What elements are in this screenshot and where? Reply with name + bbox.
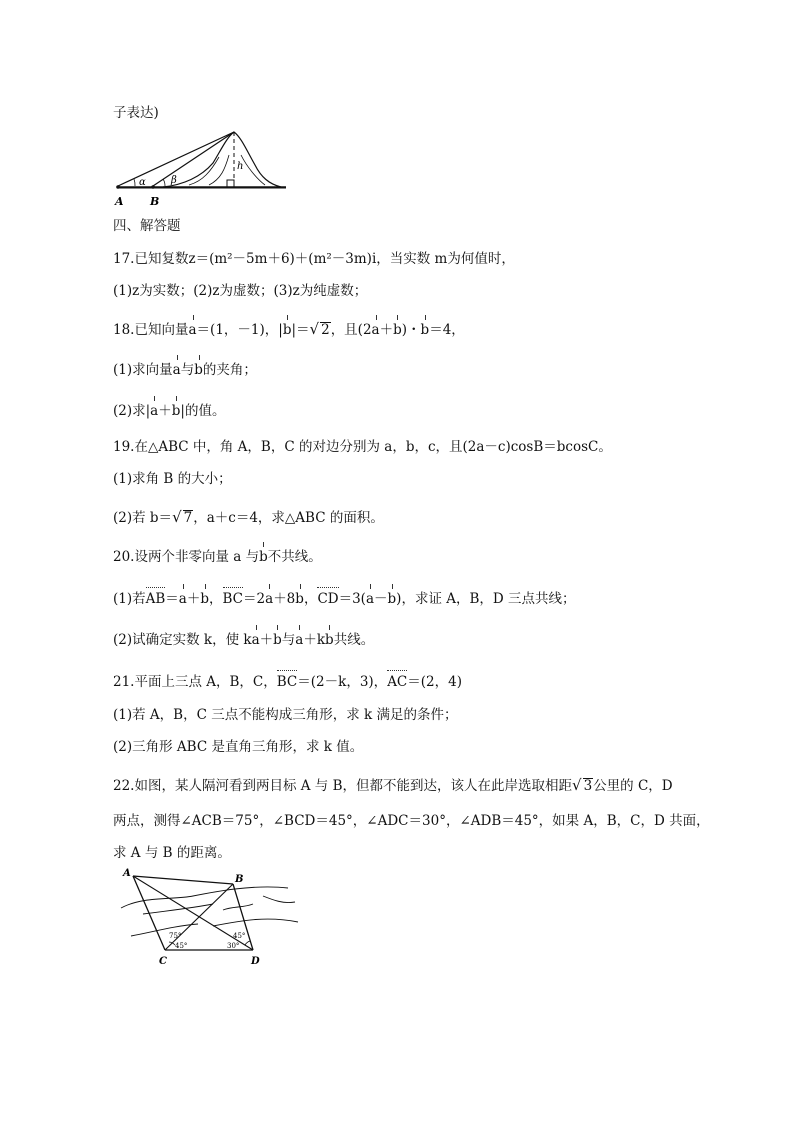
q20-p2-e: 与: [281, 632, 296, 648]
vector-b: b: [259, 549, 268, 565]
q19-part2: [113, 508, 384, 527]
q19-stem: 19.在△ABC 中，角 A，B，C 的对边分别为 a，b，c，且(2a－c)cosB＝bcosC。: [113, 439, 612, 455]
vector-a: a: [265, 591, 274, 607]
q21-stem-e: ＝(2，4): [407, 674, 462, 690]
mountain-figure: [113, 125, 293, 210]
q22-line1: [113, 776, 673, 795]
q18-p1-e: 的夹角；: [202, 362, 257, 378]
q20-p2-g: ＋k: [303, 632, 326, 648]
q21-stem-a: 21.平面上三点 A，B，C，: [113, 674, 277, 690]
q22-line2: 两点，测得∠ACB＝75°，∠BCD＝45°，∠ADC＝30°，∠ADB＝45°，如果 A，B，C，D 共面，: [113, 813, 710, 829]
q18-stem-g: ，且(2: [330, 322, 372, 338]
q17-stem: 17.已知复数z＝(m²－5m＋6)＋(m²－3m)i，当实数 m为何值时，: [113, 251, 515, 267]
q18-stem-k: )・: [401, 322, 421, 338]
vector-b: b: [387, 591, 397, 607]
q21-part1: (1)若 A，B，C 三点不能构成三角形，求 k 满足的条件；: [113, 707, 458, 723]
q20-stem-c: 不共线。: [267, 549, 322, 565]
fig2-angle-acb: 75°: [169, 932, 182, 940]
sqrt-7: 7: [183, 510, 193, 526]
q20-p1-k: ＋8: [273, 591, 296, 607]
q19-part1: (1)求角 B 的大小；: [113, 471, 232, 487]
q18-p2-c: ＋: [158, 403, 172, 419]
vector-b: b: [171, 403, 181, 419]
q18-stem: [113, 320, 465, 339]
river-figure: [113, 866, 303, 971]
intro-fragment: 子表达): [113, 105, 159, 121]
fig2-angle-adb: 45°: [233, 932, 246, 940]
vector-b: b: [273, 632, 282, 648]
vector-a: a: [251, 632, 260, 648]
vector-cd: CD: [317, 591, 339, 607]
vector-ab: AB: [145, 591, 166, 607]
q18-stem-e: |＝: [291, 322, 310, 338]
q20-p1-o: ＝3(: [338, 591, 366, 607]
q20-stem-a: 20.设两个非零向量 a 与: [113, 549, 260, 565]
fig2-label-d: D: [251, 956, 260, 967]
vector-a: a: [371, 322, 380, 338]
vector-b: b: [282, 322, 292, 338]
q20-p1-e: ＋: [186, 591, 201, 607]
q22-line3: 求 A 与 B 的距离。: [113, 845, 231, 861]
q18-p1-c: 与: [180, 362, 195, 378]
q18-part2: [113, 402, 225, 420]
vector-bc: BC: [276, 674, 298, 690]
sqrt-2: 2: [321, 322, 330, 338]
vector-b: b: [393, 322, 402, 338]
vector-b: b: [420, 322, 430, 338]
q19-p2-a: (2)若 b＝: [113, 510, 173, 526]
fig1-label-a: A: [115, 195, 124, 208]
vector-a: a: [295, 632, 304, 648]
fig1-label-b: B: [150, 195, 160, 208]
q18-p2-a: (2)求|: [113, 403, 151, 419]
q20-p1-s: )，求证 A，B，D 三点共线；: [396, 591, 576, 607]
fig1-label-h: h: [237, 161, 244, 172]
vector-b: b: [325, 632, 334, 648]
fig2-angle-adc: 30°: [227, 942, 240, 950]
q20-p2-c: ＋: [259, 632, 274, 648]
q21-part2: (2)三角形 ABC 是直角三角形，求 k 值。: [113, 739, 364, 755]
vector-a: a: [188, 322, 197, 338]
vector-ac: AC: [387, 674, 408, 690]
q21-stem: [113, 673, 462, 691]
q20-p1-a: (1)若: [113, 591, 146, 607]
q20-p2-i: 共线。: [333, 632, 375, 648]
q19-p2-c: ，a＋c＝4，求△ABC 的面积。: [193, 510, 384, 526]
vector-a: a: [150, 403, 159, 419]
vector-b: b: [194, 362, 203, 378]
vector-b: b: [295, 591, 304, 607]
sqrt-sign: √: [309, 320, 320, 338]
sqrt-3: 3: [583, 778, 593, 794]
q20-p1-g: ，: [209, 591, 223, 607]
fig2-label-a: A: [123, 868, 131, 879]
vector-b: b: [200, 591, 210, 607]
sqrt-sign: √: [172, 508, 182, 526]
q22-stem-a: 22.如图，某人隔河看到两目标 A 与 B，但都不能到达，该人在此岸选取相距: [113, 778, 573, 794]
vector-a: a: [178, 591, 187, 607]
q20-p1-i: ＝2: [243, 591, 266, 607]
fig2-label-c: C: [159, 956, 167, 967]
fig2-angle-bcd: 45°: [175, 942, 188, 950]
q20-stem: [113, 548, 322, 566]
fig1-label-alpha: α: [139, 177, 146, 188]
q18-stem-c: ＝(1，－1)，|: [196, 322, 283, 338]
vector-bc: BC: [222, 591, 244, 607]
q18-p1-a: (1)求向量: [113, 362, 173, 378]
q20-part1: [113, 590, 576, 608]
q17-parts: (1)z为实数；(2)z为虚数；(3)z为纯虚数；: [113, 283, 368, 299]
q18-p2-e: |的值。: [180, 403, 226, 419]
q22-stem-c: 公里的 C，D: [593, 778, 673, 794]
q18-stem-m: ＝4，: [429, 322, 465, 338]
q20-p1-c: ＝: [165, 591, 179, 607]
q20-p1-m: ，: [303, 591, 318, 607]
q20-p1-q: －: [374, 591, 388, 607]
vector-a: a: [365, 591, 375, 607]
section-title: 四、解答题: [113, 218, 181, 234]
q18-stem-i: ＋: [379, 322, 394, 338]
q18-stem-a: 18.已知向量: [113, 322, 189, 338]
vector-a: a: [172, 362, 181, 378]
q20-part2: [113, 631, 374, 649]
sqrt-sign: √: [572, 776, 582, 794]
q20-p2-a: (2)试确定实数 k，使 k: [113, 632, 252, 648]
fig1-label-beta: β: [171, 175, 177, 186]
q21-stem-c: ＝(2－k，3)，: [297, 674, 388, 690]
q18-part1: [113, 361, 257, 379]
fig2-label-b: B: [235, 874, 244, 885]
